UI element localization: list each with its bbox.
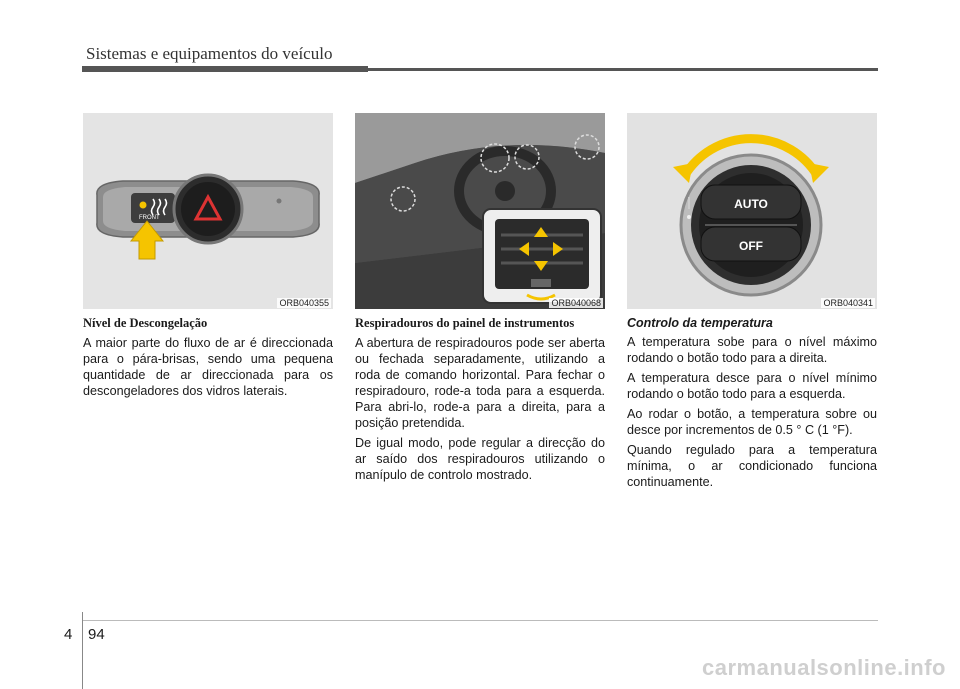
section-heading: Respiradouros do painel de instrumentos (355, 316, 575, 330)
section-heading: Controlo da temperatura (627, 316, 773, 330)
figure-code: ORB040355 (279, 298, 329, 308)
temperature-knob-illustration (627, 113, 877, 309)
figure-temperature-knob (627, 113, 877, 309)
paragraph: Quando regulado para a temperatura mínima, o ar condicionado funciona continuamente. (627, 443, 877, 489)
paragraph: A abertura de respiradouros pode ser aberta ou fechada separadamente, utilizando a roda de comando horizontal. Para fechar o respiradouro, rode-a toda para a esquerda. Para abri-lo, rode-a para a direita, para a posição pretendida. (355, 336, 605, 430)
paragraph: A temperatura sobe para o nível máximo rodando o botão todo para a direita. (627, 335, 877, 365)
column-temperature (627, 113, 877, 490)
figure-code: ORB040068 (551, 298, 601, 308)
defrost-switch-illustration (83, 113, 333, 309)
paragraph: Ao rodar o botão, a temperatura sobre ou desce por incrementos de 0.5 ° C (1 °F). (627, 407, 877, 437)
footer-rule (82, 620, 878, 621)
auto-label: AUTO (734, 197, 768, 211)
dashboard-illustration (355, 113, 605, 309)
page-header-title: Sistemas e equipamentos do veículo (86, 44, 333, 63)
figure-code: ORB040341 (823, 298, 873, 308)
off-label: OFF (739, 239, 763, 253)
paragraph: A temperatura desce para o nível mínimo rodando o botão todo para a esquerda. (627, 371, 877, 401)
figure-defrost-switch (83, 113, 333, 309)
footer-divider (82, 612, 83, 689)
paragraph: De igual modo, pode regular a direcção do ar saído dos respiradouros utilizando o manípulo de controlo mostrado. (355, 436, 605, 482)
section-heading: Nível de Descongelação (83, 316, 208, 330)
column-defrost (83, 113, 333, 399)
header-rule-accent (82, 66, 368, 72)
column-vents (355, 113, 605, 483)
chapter-number: 4 (64, 626, 73, 643)
figure-dashboard-vents (355, 113, 605, 309)
page-number: 94 (88, 626, 105, 643)
watermark: carmanualsonline.info (702, 655, 946, 680)
paragraph: A maior parte do fluxo de ar é direccionada para o pára-brisas, sendo uma pequena quantidade de ar direccionada para os descongeladores dos vidros laterais. (83, 336, 333, 398)
front-label: FRONT (139, 215, 160, 221)
